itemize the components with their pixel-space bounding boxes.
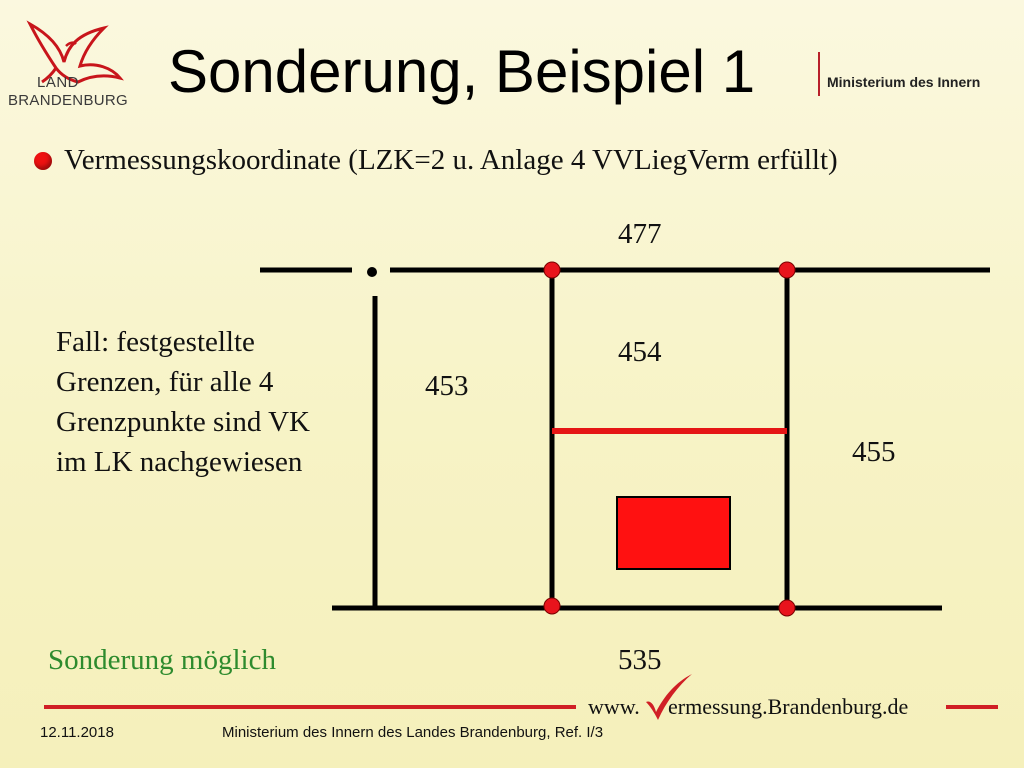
building [617,497,730,569]
ministry-label: Ministerium des Innern [827,74,981,90]
footer-date: 12.11.2018 [40,724,114,741]
parcel-label-454: 454 [618,336,662,368]
result-text: Sonderung möglich [48,644,276,676]
boundary-point-top-right [779,262,795,278]
parcel-label-535: 535 [618,644,662,676]
footer-rule-right [946,705,998,709]
parcel-label-453: 453 [425,370,469,402]
boundary-point-bottom-left [544,598,560,614]
footer-rule-left [44,705,576,709]
logo-text-land: LAND [36,74,79,91]
footer-url-prefix: www. [588,694,640,719]
parcel-label-455: 455 [852,436,896,468]
page-title: Sonderung, Beispiel 1 [168,38,756,105]
boundary-point-top-left [544,262,560,278]
small-point-marker [367,267,377,277]
logo-text-brandenburg: BRANDENBURG [8,92,128,109]
bullet-text: Vermessungskoordinate (LZK=2 u. Anlage 4 VVLiegVerm erfüllt) [64,144,838,176]
parcel-label-477: 477 [618,218,662,250]
footer-ministry-text: Ministerium des Innern des Landes Brandenburg, Ref. I/3 [222,724,604,741]
case-description: Fall: festgestellte Grenzen, für alle 4 Grenzpunkte sind VK im LK nachgewiesen [56,326,310,478]
boundary-point-bottom-right [779,600,795,616]
footer-url-suffix: ermessung.Brandenburg.de [668,694,909,719]
